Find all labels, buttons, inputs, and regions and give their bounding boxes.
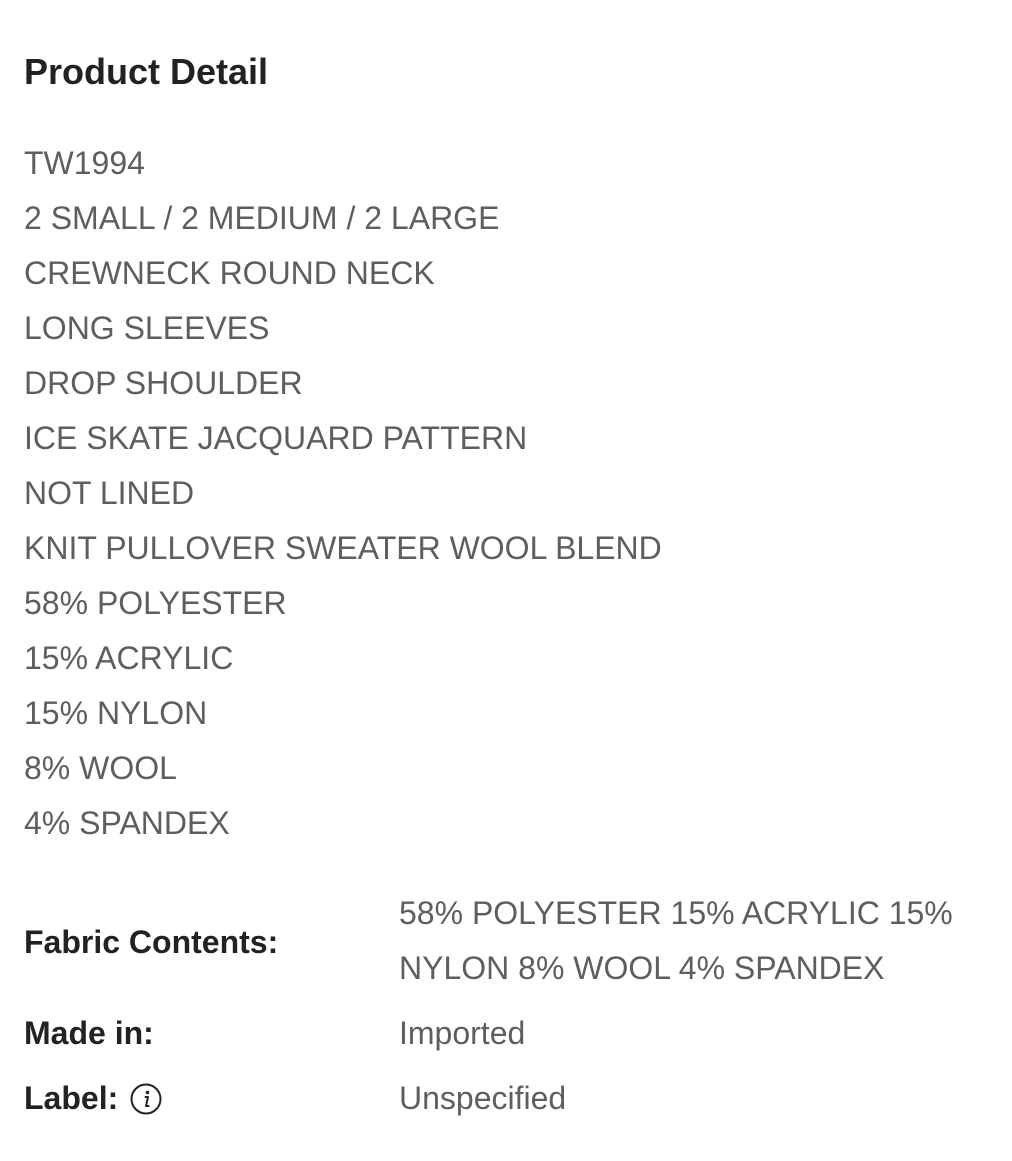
description-line: 8% WOOL — [24, 750, 177, 786]
fabric-contents-row — [24, 886, 984, 998]
description-line: 15% ACRYLIC — [24, 640, 234, 676]
description-line: DROP SHOULDER — [24, 365, 303, 401]
made-in-row — [24, 1006, 984, 1061]
description-line: 2 SMALL / 2 MEDIUM / 2 LARGE — [24, 200, 500, 236]
description-line: 4% SPANDEX — [24, 805, 230, 841]
description-line: LONG SLEEVES — [24, 310, 270, 346]
description-line: 58% POLYESTER — [24, 585, 287, 621]
info-icon[interactable] — [130, 1083, 162, 1115]
description-line: CREWNECK ROUND NECK — [24, 255, 435, 291]
label-row — [24, 1071, 984, 1126]
description-line: TW1994 — [24, 145, 145, 181]
product-detail-title: Product Detail — [24, 51, 269, 92]
label-label: Label: — [24, 1080, 119, 1116]
label-value: Unspecified — [399, 1080, 567, 1116]
fabric-contents-label: Fabric Contents: — [24, 924, 279, 960]
label-label-group — [24, 1071, 162, 1126]
made-in-value: Imported — [399, 1015, 526, 1051]
made-in-label: Made in: — [24, 1015, 154, 1051]
fabric-contents-value: 58% POLYESTER 15% ACRYLIC 15% NYLON 8% WOOL 4% SPANDEX — [399, 895, 953, 986]
product-description-list — [24, 136, 662, 851]
description-line: ICE SKATE JACQUARD PATTERN — [24, 420, 528, 456]
description-line: 15% NYLON — [24, 695, 208, 731]
description-line: NOT LINED — [24, 475, 195, 511]
description-line: KNIT PULLOVER SWEATER WOOL BLEND — [24, 530, 662, 566]
